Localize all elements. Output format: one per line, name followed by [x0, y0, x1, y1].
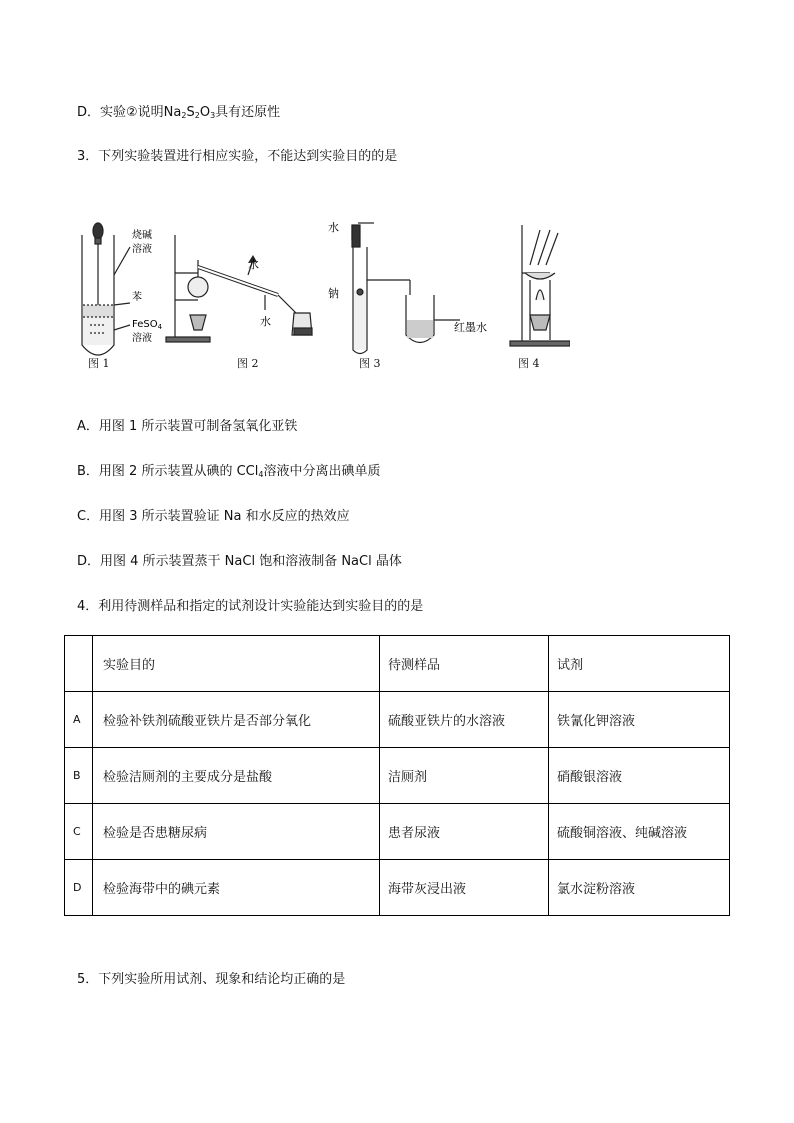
table-cell-key: A [65, 692, 93, 748]
table-cell: 患者尿液 [380, 804, 549, 860]
apparatus-diagrams [70, 205, 570, 380]
fig2-label-water-bottom: 水 [260, 315, 271, 328]
table-cell: 检验海带中的碘元素 [93, 860, 380, 916]
fig2-caption: 图 2 [237, 357, 259, 370]
q4-table [64, 635, 730, 916]
q5-stem: 5．下列实验所用试剂、现象和结论均正确的是 [77, 972, 346, 987]
figure-4-apparatus [510, 225, 570, 346]
table-header-row [65, 636, 730, 692]
q3-option-b [77, 463, 380, 484]
q4-stem: 4．利用待测样品和指定的试剂设计实验能达到实验目的的是 [77, 599, 424, 614]
fig1-caption: 图 1 [88, 357, 110, 370]
table-header-cell [65, 636, 93, 692]
q3-option-d: D．用图 4 所示装置蒸干 NaCl 饱和溶液制备 NaCl 晶体 [77, 554, 402, 569]
formula-na: Na [163, 105, 182, 120]
q3-figures [70, 205, 570, 380]
table-cell: 硝酸银溶液 [549, 748, 730, 804]
fig3-label-water: 水 [328, 221, 339, 234]
fig4-caption: 图 4 [518, 357, 540, 370]
figure-3-apparatus [352, 223, 460, 354]
fig1-label-feso4 [132, 319, 163, 331]
q3-option-b-sub: 4 [258, 470, 264, 479]
q3-option-a: A．用图 1 所示装置可制备氢氧化亚铁 [77, 419, 298, 434]
table-cell: 检验是否患糖尿病 [93, 804, 380, 860]
fig3-caption: 图 3 [359, 357, 381, 370]
table-header-cell: 实验目的 [93, 636, 380, 692]
table-header-cell: 试剂 [549, 636, 730, 692]
fig2-label-water-top: 水 [248, 258, 259, 271]
table-cell: 检验洁厕剂的主要成分是盐酸 [93, 748, 380, 804]
fig3-label-redink: 红墨水 [454, 321, 487, 334]
table-cell: 硫酸亚铁片的水溶液 [380, 692, 549, 748]
table-cell: 检验补铁剂硫酸亚铁片是否部分氧化 [93, 692, 380, 748]
fig1-label-naoh-2: 溶液 [132, 244, 152, 255]
table-cell: 铁氰化钾溶液 [549, 692, 730, 748]
fig1-label-naoh-1: 烧碱 [132, 230, 152, 241]
table-cell: 海带灰浸出液 [380, 860, 549, 916]
table-cell-key: D [65, 860, 93, 916]
table-header-cell: 待测样品 [380, 636, 549, 692]
figure-2-apparatus [166, 235, 312, 342]
formula-sub-3: 3 [210, 111, 216, 120]
q3-option-c: C．用图 3 所示装置验证 Na 和水反应的热效应 [77, 509, 350, 524]
formula-sub-1: 2 [181, 111, 187, 120]
q2-option-d-suffix: 具有还原性 [215, 105, 281, 120]
table-row [65, 692, 730, 748]
q3-stem: 3．下列实验装置进行相应实验，不能达到实验目的的是 [77, 149, 398, 164]
fig1-label-benzene: 苯 [132, 292, 142, 303]
table-cell-key: C [65, 804, 93, 860]
formula-sub-2: 2 [194, 111, 200, 120]
table-row [65, 748, 730, 804]
q2-option-d [77, 104, 280, 125]
figure-1-apparatus [82, 223, 130, 355]
table-cell: 洁厕剂 [380, 748, 549, 804]
formula-o: O [199, 105, 211, 120]
fig3-label-sodium: 钠 [328, 287, 339, 300]
table-cell-key: B [65, 748, 93, 804]
q3-option-b-post: 溶液中分离出碘单质 [263, 464, 381, 479]
table-cell: 硫酸铜溶液、纯碱溶液 [549, 804, 730, 860]
fig1-label-feso4-2: 溶液 [132, 333, 152, 344]
formula-s: S [186, 105, 195, 120]
q3-option-b-pre: B．用图 2 所示装置从碘的 CCl [77, 464, 259, 479]
table-row [65, 860, 730, 916]
table-cell: 氯水淀粉溶液 [549, 860, 730, 916]
table-row [65, 804, 730, 860]
fig1-label-feso4-text: FeSO [132, 319, 158, 330]
fig1-label-feso4-sub: 4 [157, 323, 163, 331]
q2-option-d-prefix: D．实验②说明 [77, 105, 164, 120]
